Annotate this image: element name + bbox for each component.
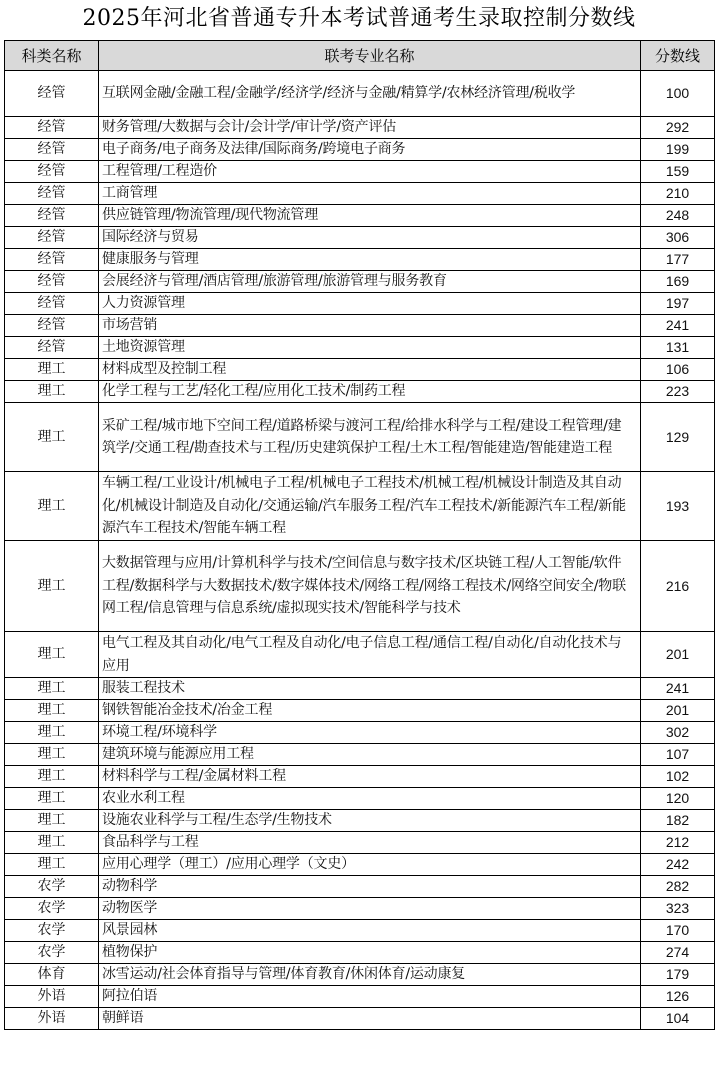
score-cell: 102 <box>641 766 715 788</box>
header-majors: 联考专业名称 <box>99 41 641 71</box>
score-cell: 282 <box>641 876 715 898</box>
majors-cell: 植物保护 <box>99 942 641 964</box>
table-row <box>5 271 715 293</box>
table-row <box>5 293 715 315</box>
majors-cell: 互联网金融/金融工程/金融学/经济学/经济与金融/精算学/农林经济管理/税收学 <box>99 71 641 117</box>
category-cell: 经管 <box>5 117 99 139</box>
category-cell: 经管 <box>5 161 99 183</box>
majors-cell: 财务管理/大数据与会计/会计学/审计学/资产评估 <box>99 117 641 139</box>
category-cell: 理工 <box>5 854 99 876</box>
score-cell: 212 <box>641 832 715 854</box>
table-row <box>5 788 715 810</box>
page-title: 2025年河北省普通专升本考试普通考生录取控制分数线 <box>82 6 636 31</box>
category-cell: 农学 <box>5 898 99 920</box>
table-row <box>5 403 715 472</box>
score-cell: 210 <box>641 183 715 205</box>
score-cell: 129 <box>641 403 715 472</box>
majors-cell: 市场营销 <box>99 315 641 337</box>
table-row <box>5 920 715 942</box>
majors-cell: 电气工程及其自动化/电气工程及自动化/电子信息工程/通信工程/自动化/自动化技术与应用 <box>99 632 641 678</box>
majors-cell: 食品科学与工程 <box>99 832 641 854</box>
majors-cell: 材料成型及控制工程 <box>99 359 641 381</box>
table-row <box>5 722 715 744</box>
majors-cell: 动物科学 <box>99 876 641 898</box>
majors-cell: 车辆工程/工业设计/机械电子工程/机械电子工程技术/机械工程/机械设计制造及其自动化/机械设计制造及自动化/交通运输/汽车服务工程/汽车工程技术/新能源汽车工程/新能源汽车工程技术/智能车辆工程 <box>99 472 641 541</box>
category-cell: 经管 <box>5 183 99 205</box>
majors-cell: 健康服务与管理 <box>99 249 641 271</box>
score-cell: 302 <box>641 722 715 744</box>
table-row <box>5 541 715 632</box>
score-cell: 199 <box>641 139 715 161</box>
majors-cell: 工程管理/工程造价 <box>99 161 641 183</box>
majors-cell: 材料科学与工程/金属材料工程 <box>99 766 641 788</box>
majors-cell: 阿拉伯语 <box>99 986 641 1008</box>
category-cell: 理工 <box>5 678 99 700</box>
score-cell: 323 <box>641 898 715 920</box>
table-row <box>5 227 715 249</box>
category-cell: 理工 <box>5 472 99 541</box>
table-row <box>5 71 715 117</box>
score-cell: 120 <box>641 788 715 810</box>
category-cell: 理工 <box>5 766 99 788</box>
majors-cell: 风景园林 <box>99 920 641 942</box>
majors-cell: 电子商务/电子商务及法律/国际商务/跨境电子商务 <box>99 139 641 161</box>
table-row <box>5 472 715 541</box>
table-row <box>5 117 715 139</box>
category-cell: 体育 <box>5 964 99 986</box>
majors-cell: 化学工程与工艺/轻化工程/应用化工技术/制药工程 <box>99 381 641 403</box>
category-cell: 经管 <box>5 139 99 161</box>
score-cell: 292 <box>641 117 715 139</box>
table-row <box>5 337 715 359</box>
table-row <box>5 678 715 700</box>
majors-cell: 朝鲜语 <box>99 1008 641 1030</box>
score-cell: 201 <box>641 700 715 722</box>
table-header-row <box>5 41 715 71</box>
score-cell: 223 <box>641 381 715 403</box>
score-cell: 177 <box>641 249 715 271</box>
score-cell: 169 <box>641 271 715 293</box>
table-row <box>5 632 715 678</box>
category-cell: 经管 <box>5 293 99 315</box>
category-cell: 理工 <box>5 722 99 744</box>
category-cell: 经管 <box>5 227 99 249</box>
table-row <box>5 1008 715 1030</box>
table-row <box>5 205 715 227</box>
table-row <box>5 854 715 876</box>
table-row <box>5 161 715 183</box>
table-row <box>5 832 715 854</box>
category-cell: 农学 <box>5 876 99 898</box>
majors-cell: 建筑环境与能源应用工程 <box>99 744 641 766</box>
majors-cell: 会展经济与管理/酒店管理/旅游管理/旅游管理与服务教育 <box>99 271 641 293</box>
majors-cell: 应用心理学（理工）/应用心理学（文史） <box>99 854 641 876</box>
score-cell: 106 <box>641 359 715 381</box>
category-cell: 理工 <box>5 810 99 832</box>
table-row <box>5 810 715 832</box>
header-category: 科类名称 <box>5 41 99 71</box>
category-cell: 外语 <box>5 986 99 1008</box>
majors-cell: 人力资源管理 <box>99 293 641 315</box>
score-cell: 216 <box>641 541 715 632</box>
table-row <box>5 183 715 205</box>
table-row <box>5 766 715 788</box>
majors-cell: 供应链管理/物流管理/现代物流管理 <box>99 205 641 227</box>
table-row <box>5 249 715 271</box>
table-body <box>5 71 715 1030</box>
table-row <box>5 942 715 964</box>
score-cell: 242 <box>641 854 715 876</box>
score-cell: 274 <box>641 942 715 964</box>
score-cell: 159 <box>641 161 715 183</box>
score-cell: 241 <box>641 678 715 700</box>
category-cell: 农学 <box>5 920 99 942</box>
majors-cell: 采矿工程/城市地下空间工程/道路桥梁与渡河工程/给排水科学与工程/建设工程管理/建筑学/交通工程/勘查技术与工程/历史建筑保护工程/土木工程/智能建造/智能建造工程 <box>99 403 641 472</box>
score-cell: 193 <box>641 472 715 541</box>
majors-cell: 国际经济与贸易 <box>99 227 641 249</box>
table-row <box>5 381 715 403</box>
table-row <box>5 744 715 766</box>
score-cell: 107 <box>641 744 715 766</box>
score-cell: 170 <box>641 920 715 942</box>
category-cell: 理工 <box>5 788 99 810</box>
table-row <box>5 139 715 161</box>
majors-cell: 农业水利工程 <box>99 788 641 810</box>
majors-cell: 工商管理 <box>99 183 641 205</box>
score-cell: 241 <box>641 315 715 337</box>
category-cell: 理工 <box>5 359 99 381</box>
category-cell: 理工 <box>5 381 99 403</box>
category-cell: 经管 <box>5 337 99 359</box>
majors-cell: 大数据管理与应用/计算机科学与技术/空间信息与数字技术/区块链工程/人工智能/软件工程/数据科学与大数据技术/数字媒体技术/网络工程/网络工程技术/网络空间安全/物联网工程/信息管理与信息系统/虚拟现实技术/智能科学与技术 <box>99 541 641 632</box>
category-cell: 理工 <box>5 403 99 472</box>
majors-cell: 动物医学 <box>99 898 641 920</box>
table-row <box>5 315 715 337</box>
majors-cell: 冰雪运动/社会体育指导与管理/体育教育/休闲体育/运动康复 <box>99 964 641 986</box>
score-cell: 306 <box>641 227 715 249</box>
score-cell: 131 <box>641 337 715 359</box>
score-cell: 197 <box>641 293 715 315</box>
category-cell: 经管 <box>5 249 99 271</box>
table-row <box>5 986 715 1008</box>
category-cell: 外语 <box>5 1008 99 1030</box>
majors-cell: 钢铁智能冶金技术/冶金工程 <box>99 700 641 722</box>
score-cell: 104 <box>641 1008 715 1030</box>
category-cell: 经管 <box>5 315 99 337</box>
majors-cell: 环境工程/环境科学 <box>99 722 641 744</box>
table-row <box>5 359 715 381</box>
table-row <box>5 898 715 920</box>
score-cell: 179 <box>641 964 715 986</box>
category-cell: 经管 <box>5 205 99 227</box>
category-cell: 农学 <box>5 942 99 964</box>
category-cell: 经管 <box>5 71 99 117</box>
score-cell: 248 <box>641 205 715 227</box>
score-table <box>4 40 715 1030</box>
majors-cell: 服装工程技术 <box>99 678 641 700</box>
category-cell: 理工 <box>5 832 99 854</box>
score-cell: 182 <box>641 810 715 832</box>
majors-cell: 设施农业科学与工程/生态学/生物技术 <box>99 810 641 832</box>
score-cell: 126 <box>641 986 715 1008</box>
majors-cell: 土地资源管理 <box>99 337 641 359</box>
category-cell: 经管 <box>5 271 99 293</box>
category-cell: 理工 <box>5 700 99 722</box>
table-row <box>5 876 715 898</box>
category-cell: 理工 <box>5 632 99 678</box>
category-cell: 理工 <box>5 744 99 766</box>
table-row <box>5 964 715 986</box>
score-cell: 100 <box>641 71 715 117</box>
table-row <box>5 700 715 722</box>
header-score: 分数线 <box>641 41 715 71</box>
category-cell: 理工 <box>5 541 99 632</box>
score-cell: 201 <box>641 632 715 678</box>
